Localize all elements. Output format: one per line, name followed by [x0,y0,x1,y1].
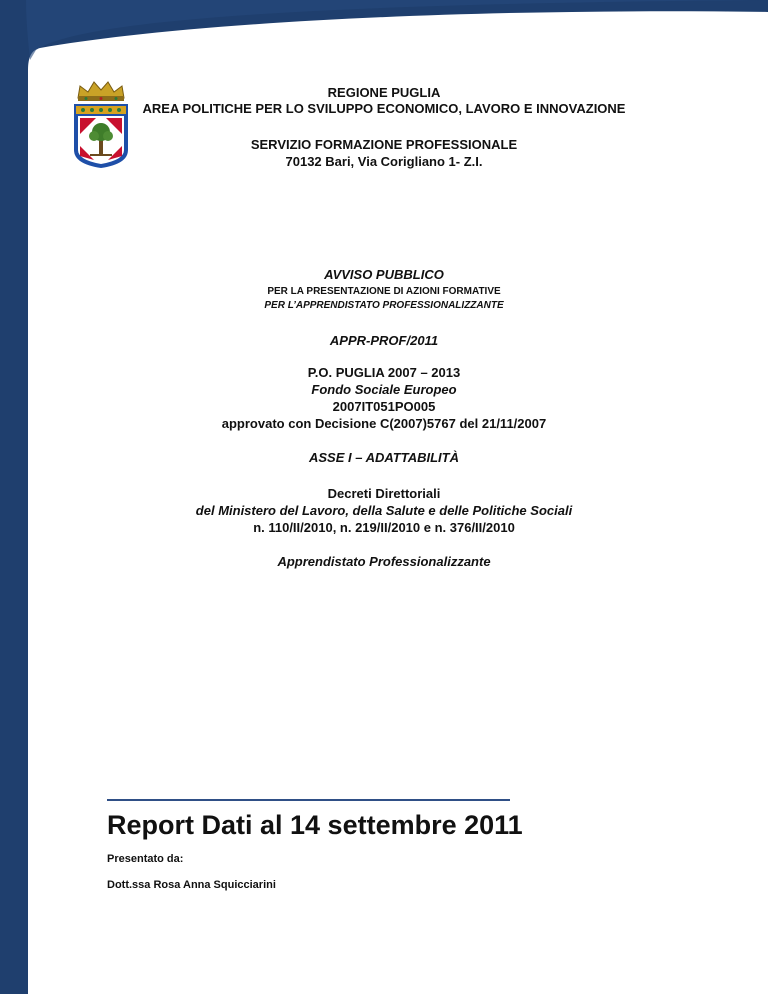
notice-code: APPR-PROF/2011 [329,333,439,348]
presented-by-label: Presentato da: [107,853,184,865]
decrees-subject: Apprendistato Professionalizzante [277,554,491,569]
decrees-numbers: n. 110/II/2010, n. 219/II/2010 e n. 376/II/2010 [253,520,515,535]
notice-subtitle-1: PER LA PRESENTAZIONE DI AZIONI FORMATIVE [267,286,501,297]
department-name: AREA POLITICHE PER LO SVILUPPO ECONOMICO, LAVORO E INNOVAZIONE [142,101,626,116]
region-name: REGIONE PUGLIA [327,85,441,100]
notice-title: AVVISO PUBBLICO [324,267,444,282]
service-address: 70132 Bari, Via Corigliano 1- Z.I. [285,154,483,169]
program-approval: approvato con Decisione C(2007)5767 del 21/11/2007 [221,416,547,431]
presenter-name: Dott.ssa Rosa Anna Squicciarini [107,879,276,891]
title-rule [107,799,510,801]
report-title: Report Dati al 14 settembre 2011 [107,810,523,840]
program-axis: ASSE I – ADATTABILITÀ [309,450,459,465]
program-fund: Fondo Sociale Europeo [311,382,457,397]
decrees-ministry: del Ministero del Lavoro, della Salute e delle Politiche Sociali [195,503,573,518]
decrees-title: Decreti Direttoriali [327,486,441,501]
program-code: 2007IT051PO005 [332,399,436,414]
program-name: P.O. PUGLIA 2007 – 2013 [307,365,461,380]
service-name: SERVIZIO FORMAZIONE PROFESSIONALE [250,137,518,152]
notice-subtitle-2: PER L’APPRENDISTATO PROFESSIONALIZZANTE [264,300,504,311]
